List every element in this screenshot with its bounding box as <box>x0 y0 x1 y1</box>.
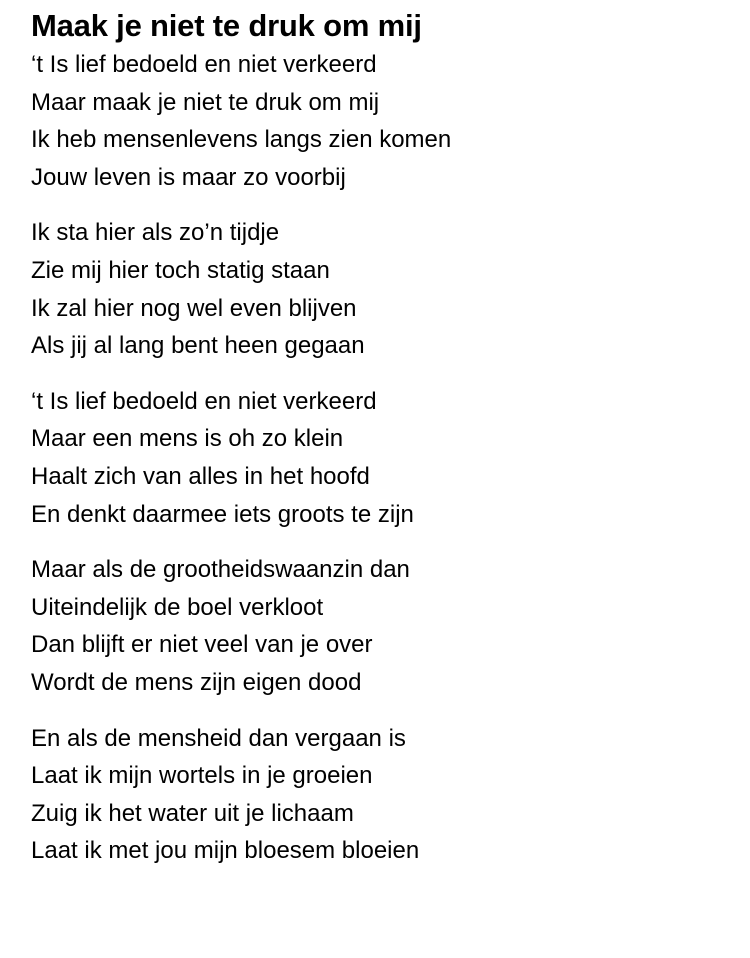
poem-line: Maar als de grootheidswaanzin dan <box>31 556 410 584</box>
poem-line: Ik zal hier nog wel even blijven <box>31 294 357 322</box>
poem-page <box>31 0 731 888</box>
stanza-3 <box>31 383 731 533</box>
poem-line: Wordt de mens zijn eigen dood <box>31 668 362 696</box>
stanza-4 <box>31 551 731 701</box>
poem-line: Zie mij hier toch statig staan <box>31 256 330 284</box>
poem-line: En als de mensheid dan vergaan is <box>31 724 406 752</box>
poem-line: ‘t Is lief bedoeld en niet verkeerd <box>31 387 377 415</box>
poem-line: Laat ik met jou mijn bloesem bloeien <box>31 837 420 865</box>
poem-line: Laat ik mijn wortels in je groeien <box>31 762 373 790</box>
stanza-1 <box>31 46 731 196</box>
poem-line: Als jij al lang bent heen gegaan <box>31 332 365 360</box>
poem-title: Maak je niet te druk om mij <box>31 8 422 43</box>
poem-line: En denkt daarmee iets groots te zijn <box>31 500 414 528</box>
poem-line: Maar maak je niet te druk om mij <box>31 88 380 116</box>
poem-line: Ik sta hier als zo’n tijdje <box>31 219 280 247</box>
poem-line: Uiteindelijk de boel verkloot <box>31 593 324 621</box>
poem-line: Jouw leven is maar zo voorbij <box>31 163 346 191</box>
poem-line: ‘t Is lief bedoeld en niet verkeerd <box>31 51 377 78</box>
stanza-5 <box>31 720 731 870</box>
poem-line: Ik heb mensenlevens langs zien komen <box>31 126 452 154</box>
poem-line: Zuig ik het water uit je lichaam <box>31 799 354 827</box>
stanza-2 <box>31 214 731 364</box>
poem-line: Dan blijft er niet veel van je over <box>31 631 373 659</box>
poem-line: Haalt zich van alles in het hoofd <box>31 462 370 490</box>
poem-line: Maar een mens is oh zo klein <box>31 425 344 453</box>
